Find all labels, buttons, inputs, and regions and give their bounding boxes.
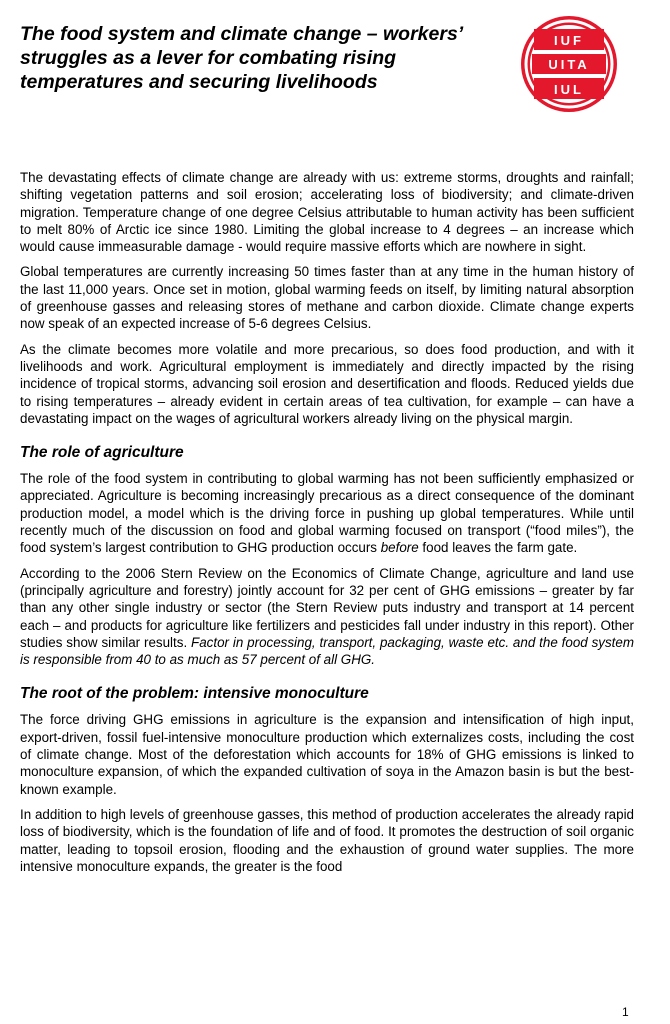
intro-paragraph-3: As the climate becomes more volatile and more precarious, so does food production, and with it livelihoods and work. Agricultural employment is immediately and directly impacted by the rising incidence of tropical storms, advancing soil erosion and desertification and floods. Reduced yields due to rising temperatures – already evident in certain areas of tea cultivation, for example – can have a devastating impact on the wages of agricultural workers already living on the physical margin.: [20, 341, 634, 426]
agriculture-paragraph-2: According to the 2006 Stern Review on the Economics of Climate Change, agriculture and land use (principally agriculture and forestry) jointly account for 32 per cent of GHG emissions – greater by far than any other single industry or sector (the Stern Review puts industry and transport at 14 percent each – and products for agriculture like fertilizers and pesticides fall under industry in this report). Other studies show similar results. Factor in processing, transport, packaging, waste etc. and the food system is responsible from 40 to as much as 57 percent of all GHG.: [20, 565, 634, 668]
iuf-logo: [519, 14, 619, 114]
intro-paragraph-1: The devastating effects of climate change are already with us: extreme storms, droughts and rainfall; shifting vegetation patterns and soil erosion; accelerating loss of biodiversity; and climate-driven migration. Temperature change of one degree Celsius attributable to human activity has been sufficient to melt 80% of Arctic ice since 1980. Limiting the global increase to 4 degrees – an increase which would cause immeasurable damage - would require massive efforts which are nowhere in sight.: [20, 170, 634, 255]
logo-line-2: UITA: [548, 57, 590, 72]
logo-line-1: IUF: [554, 33, 584, 48]
logo-line-3: IUL: [554, 82, 584, 97]
section-heading-agriculture: The role of agriculture: [20, 444, 184, 462]
document-body: [20, 169, 634, 883]
monoculture-paragraph-2: In addition to high levels of greenhouse gasses, this method of production accelerates the already rapid loss of biodiversity, which is the foundation of life and of food. It promotes the destruction of soil organic matter, leading to topsoil erosion, flooding and the exhaustion of ground water supplies. The more intensive monoculture expands, the greater is the food: [20, 806, 634, 874]
page-number: 1: [622, 1005, 629, 1019]
section-heading-monoculture: The root of the problem: intensive monoculture: [20, 685, 369, 703]
document-title: The food system and climate change – workers’ struggles as a lever for combating rising temperatures and securing livelihoods: [20, 23, 463, 93]
intro-paragraph-2: Global temperatures are currently increasing 50 times faster than at any time in the human history of the last 11,000 years. Once set in motion, global warming feeds on itself, by limiting natural absorption of greenhouse gasses and releasing stores of methane and carbon dioxide. Climate change experts now speak of an expected increase of 5-6 degrees Celsius.: [20, 264, 634, 332]
monoculture-paragraph-1: The force driving GHG emissions in agriculture is the expansion and intensification of high input, export-driven, fossil fuel-intensive monoculture production which externalizes costs, including the cost of climate change. Most of the deforestation which accounts for 18% of GHG emissions is linked to monoculture expansion, of which the expanded cultivation of soya in the Amazon basin is but the best-known example.: [20, 712, 634, 797]
agriculture-paragraph-1: The role of the food system in contributing to global warming has not been sufficiently emphasized or appreciated. Agriculture is becoming increasingly precarious as a direct consequence of the dominant production model, a model which is the driving force in pushing up global temperatures. While until recently much of the discussion on food and global warming focused on transport (“food miles”), the food system’s largest contribution to GHG production occurs before food leaves the farm gate.: [20, 471, 634, 556]
